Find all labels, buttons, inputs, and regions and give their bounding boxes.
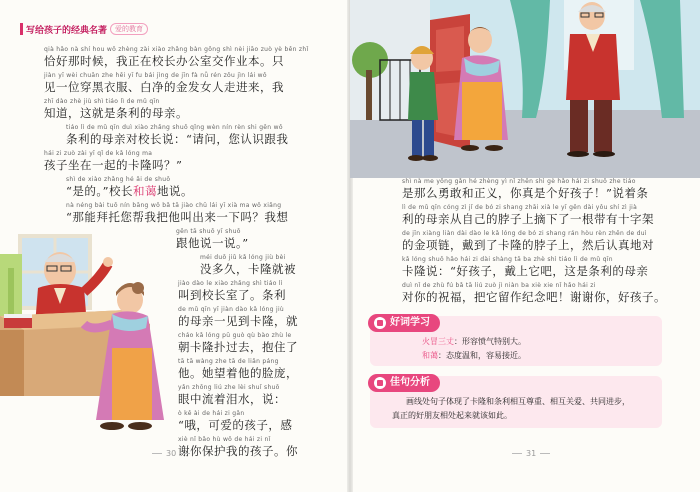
pinyin-line: hái zi zuò zài yī qǐ de kǎ lóng ma (44, 150, 153, 157)
text-segment: “是的。”校长 (66, 184, 134, 198)
pinyin-line: qià hǎo nà shí hou wǒ zhèng zài xiào zhǎng bàn gōng shì nèi jiāo zuò yè běn zhǐ (44, 46, 309, 53)
text-line: 的金项链，戴到了卡隆的脖子上，然后认真地对 (402, 238, 654, 252)
text-line: 叫到校长室了。条利 (178, 288, 286, 302)
text-line: 条利的母亲对校长说：“请问，您认识跟我 (66, 132, 289, 146)
pinyin-line: duì nǐ de zhù fú bǎ tā liú zuò jì niàn ba xiè xie nǐ hǎo hái zi (402, 282, 596, 289)
vocab-item (422, 336, 526, 347)
pinyin-line: yǎn zhōng liú zhe lèi shuǐ shuō (178, 384, 280, 391)
vocab-definition: ：态度温和，容易接近。 (438, 351, 526, 360)
text-line: 谢你保护我的孩子。你 (178, 444, 298, 458)
pinyin-line: cháo kǎ lóng pū guò qù bào zhù le (178, 332, 292, 339)
pinyin-line: jiàn yī wèi chuān zhe hēi yī fu bái jìng de jīn fà nǚ rén zǒu jìn lái wǒ (44, 72, 267, 79)
series-title: 写给孩子的经典名著 (26, 25, 108, 36)
text-line: 的母亲一见到卡隆，就 (178, 314, 298, 328)
text-line: 他。她望着他的脸庞， (178, 366, 298, 380)
pinyin-line: méi duō jiǔ kǎ lóng jiù bèi (200, 254, 286, 261)
page-number: 30 (148, 449, 194, 458)
text-line: 是那么勇敢和正义，你真是个好孩子！”说着条 (402, 186, 649, 200)
illustration-office (0, 228, 172, 458)
text-line: 恰好那时候，我正在校长办公室交作业本。只 (44, 54, 284, 68)
pinyin-line: xiè nǐ bǎo hù wǒ de hái zi nǐ (178, 436, 271, 443)
pinyin-line: de jīn xiàng liàn dài dào le kǎ lóng de bó zi shang rán hòu rèn zhēn de duì (402, 230, 647, 237)
text-line: “那能拜托您帮我把他叫出来一下吗？我想 (66, 210, 289, 224)
pinyin-line: ò kě ài de hái zi gǎn (178, 410, 245, 417)
analysis-title-text: 佳句分析 (390, 377, 430, 388)
book-subtitle: 爱的教育 (110, 23, 148, 35)
vocab-title (368, 314, 440, 332)
pinyin-line: de mǔ qīn yī jiàn dào kǎ lóng jiù (178, 306, 285, 313)
text-line: 跟他说一说。” (176, 236, 249, 250)
vocab-definition: ：形容愤气特别大。 (454, 337, 526, 346)
pinyin-line: jiào dào le xiào zhǎng shì tiáo lì (178, 280, 283, 287)
pinyin-line: lì de mǔ qīn cóng zì jǐ de bó zi shang zhāi xià le yī gēn dài yǒu shí zì jià (402, 204, 638, 211)
text-line: “哦，可爱的孩子，感 (178, 418, 293, 432)
pinyin-line: shì nà me yǒng gǎn hé zhèng yì nǐ zhēn shì gè hǎo hái zi shuō zhe tiáo (402, 178, 636, 185)
text-segment: 地说。 (157, 184, 194, 198)
text-line: 见一位穿黑衣服、白净的金发女人走进来，我 (44, 80, 284, 94)
highlighted-word: 和蔼 (133, 184, 158, 198)
pinyin-line: shì de xiào zhǎng hé ǎi de shuō (66, 176, 171, 183)
analysis-line: 画线处句子体现了卡隆和条利相互尊重、相互关爱、共同进步， (406, 397, 630, 406)
vocab-term: 和蔼 (422, 351, 438, 360)
analysis-title (368, 374, 440, 392)
pinyin-line: zhī dào zhè jiù shì tiáo lì de mǔ qīn (44, 98, 160, 105)
pinyin-line: kǎ lóng shuō hǎo hái zi dài shàng tā ba zhè shì tiáo lì de mǔ qīn (402, 256, 613, 263)
text-line: 没多久，卡隆就被 (200, 262, 296, 276)
text-line (66, 184, 193, 198)
text-line: 知道，这就是条利的母亲。 (44, 106, 188, 120)
pencil-icon (374, 377, 386, 389)
text-line: 朝卡隆扑过去，抱住了 (178, 340, 298, 354)
header-marker (20, 23, 23, 35)
vocab-item (422, 350, 526, 361)
pinyin-line: tiáo lì de mǔ qīn duì xiào zhǎng shuō qǐng wèn nín rèn shi gēn wǒ (66, 124, 283, 131)
text-line: 利的母亲从自己的脖子上摘下了一根带有十字架 (402, 212, 654, 226)
page-number: 31 (508, 449, 554, 458)
book-header (20, 22, 148, 36)
right-page (350, 0, 700, 492)
pinyin-line: tā tā wàng zhe tā de liǎn páng (178, 358, 279, 365)
pinyin-line: gēn tā shuō yī shuō (176, 228, 241, 235)
text-line: 对你的祝福，把它留作纪念吧！谢谢你，好孩子。 (402, 290, 666, 304)
analysis-box (370, 376, 662, 428)
pinyin-line: nà néng bài tuō nín bāng wǒ bǎ tā jiào chū lái yī xià ma wǒ xiǎng (66, 202, 282, 209)
text-line: 卡隆说：“好孩子，戴上它吧，这是条利的母亲 (402, 264, 649, 278)
illustration-door-scene (350, 0, 700, 178)
analysis-line: 真正的好朋友相处起来就该如此。 (392, 411, 512, 420)
book-icon (374, 317, 386, 329)
text-line: 眼中流着泪水，说： (178, 392, 286, 406)
vocab-title-text: 好词学习 (390, 317, 430, 328)
vocab-term: 火冒三丈 (422, 337, 454, 346)
text-line: 孩子坐在一起的卡隆吗？” (44, 158, 183, 172)
vocab-box (370, 316, 662, 366)
